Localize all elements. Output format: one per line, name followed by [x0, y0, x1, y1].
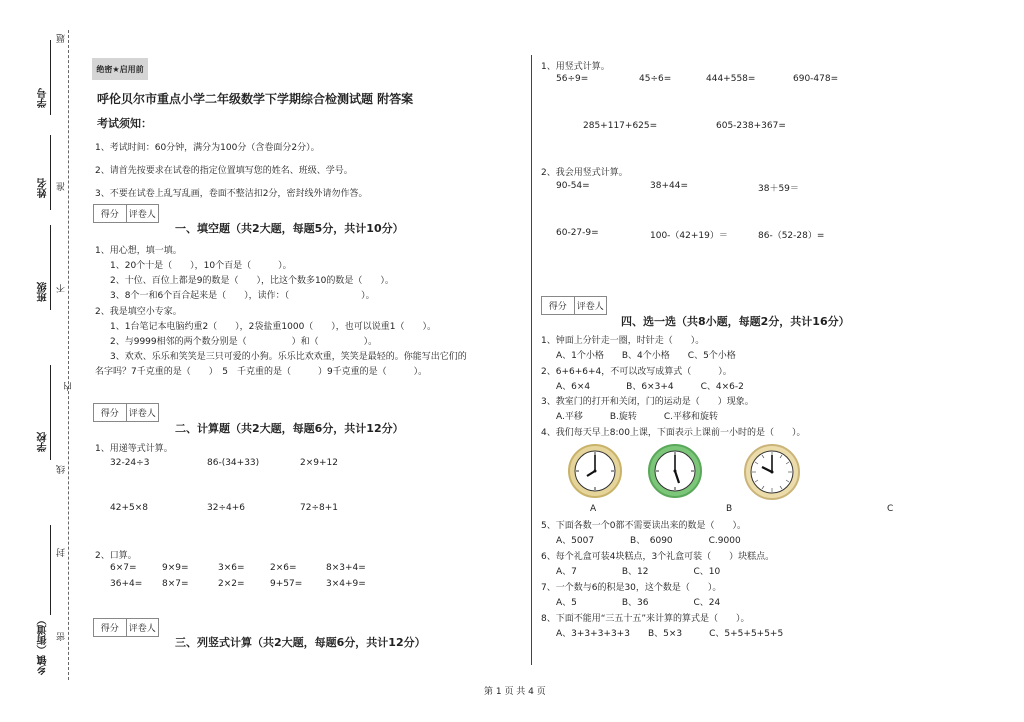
score-box [93, 403, 159, 422]
grader-label: 评卷人 [126, 619, 159, 636]
option-line: A、7 B、12 C、10 [556, 567, 721, 577]
expr: 100-（42+19）＝ [650, 231, 728, 241]
expr: 8×3+4= [326, 563, 366, 573]
expr: 444+558= [706, 74, 756, 84]
expr: 605-238+367= [716, 121, 786, 131]
expr: 9+57= [270, 579, 303, 589]
label-xiangzhen: 乡镇（街道） [38, 615, 49, 675]
option-line: A、3+3+3+3+3 B、5×3 C、5+5+5+5+5 [556, 629, 784, 639]
question-line: 3、教室门的打开和关闭，门的运动是（ ）现象。 [541, 397, 754, 407]
binding-line-xingming [50, 135, 51, 210]
page-number: 第 1 页 共 4 页 [484, 687, 546, 697]
expr: 36+4= [110, 579, 143, 589]
expr: 2×2= [218, 579, 245, 589]
question-line: 2、我是填空小专家。 [95, 307, 182, 317]
grader-label: 评卷人 [574, 297, 607, 314]
expr: 690-478= [793, 74, 839, 84]
question-line: 4、我们每天早上8:00上课，下面表示上课前一小时的是（ ）。 [541, 428, 806, 438]
question-line: 1、钟面上分针走一圈，时针走（ ）。 [541, 336, 705, 346]
score-label: 得分 [100, 624, 119, 634]
expr: 45÷6= [639, 74, 672, 84]
question-line: 6、每个礼盒可装4块糕点，3个礼盒可装（ ）块糕点。 [541, 552, 775, 562]
question-line: 2、与9999相邻的两个数分别是（ ）和（ ）。 [110, 337, 378, 347]
section-title: 三、列竖式计算（共2大题，每题6分，共计12分） [175, 636, 426, 649]
seal-mark-xian: 线 [57, 465, 67, 474]
expr: 2×6= [270, 563, 297, 573]
page-title: 呼伦贝尔市重点小学二年级数学下学期综合检测试题 附答案 [97, 92, 414, 106]
question-line: 2、我会用竖式计算。 [541, 168, 628, 178]
seal-mark-bu: 不 [57, 284, 67, 293]
expr: 56÷9= [556, 74, 589, 84]
section-title: 二、计算题（共2大题，每题6分，共计12分） [175, 422, 404, 435]
notice-item: 3、不要在试卷上乱写乱画，卷面不整洁扣2分，密封线外请勿作答。 [95, 189, 368, 199]
seal-mark-feng: 封 [57, 548, 67, 557]
question-line: 2、口算。 [95, 551, 137, 561]
expr: 8×7= [162, 579, 189, 589]
notice-heading: 考试须知： [97, 117, 152, 130]
question-line: 2、6+6+6+4，不可以改写成算式（ ）。 [541, 367, 732, 377]
confidential-badge: 绝密★启用前 [92, 58, 148, 80]
score-label: 得分 [100, 409, 119, 419]
notice-item: 2、请首先按要求在试卷的指定位置填写您的姓名、班级、学号。 [95, 166, 353, 176]
expr: 285+117+625= [583, 121, 658, 131]
expr: 32-24÷3 [110, 458, 150, 468]
seal-mark-ti: 题 [57, 34, 67, 43]
question-line: 2、十位、百位上都是9的数是（ ），比这个数多10的数是（ ）。 [110, 276, 394, 286]
option-line: A、5007 B、 6090 C.9000 [556, 536, 741, 546]
section-title: 一、填空题（共2大题，每题5分，共计10分） [175, 222, 404, 235]
expr: 38+44= [650, 181, 688, 191]
seal-mark-mi: 密 [57, 632, 67, 641]
label-banji: 班级 [38, 282, 49, 302]
clock-label-b: B [726, 504, 733, 514]
expr: 32÷4+6 [207, 503, 245, 513]
column-divider [531, 55, 532, 665]
question-line: 1、20个十是（ ），10个百是（ ）。 [110, 261, 292, 271]
expr: 3×6= [218, 563, 245, 573]
expr: 9×9= [162, 563, 189, 573]
score-label: 得分 [100, 210, 119, 220]
expr: 3×4+9= [326, 579, 366, 589]
clock-b-image [647, 443, 703, 499]
expr: 2×9+12 [300, 458, 338, 468]
label-xuexiao: 学校 [38, 432, 49, 452]
score-box [541, 296, 607, 315]
option-line: A、5 B、36 C、24 [556, 598, 721, 608]
score-label: 得分 [548, 302, 567, 312]
expr: 60-27-9= [556, 228, 599, 238]
label-xuehao: 学号 [38, 88, 49, 108]
seal-mark-nei: 内 [64, 382, 74, 391]
expr: 6×7= [110, 563, 137, 573]
expr: 90-54= [556, 181, 590, 191]
label-xingming: 姓名 [38, 178, 49, 198]
score-box [93, 204, 159, 223]
grader-label: 评卷人 [126, 205, 159, 222]
question-line: 3、8个一和6个百合起来是（ ），读作：（ ）。 [110, 291, 375, 301]
question-line: 1、用心想，填一填。 [95, 246, 182, 256]
notice-item: 1、考试时间：60分钟，满分为100分（含卷面分2分）。 [95, 143, 320, 153]
clock-a-image [567, 443, 623, 499]
seal-mark-zhun: 准 [57, 182, 67, 191]
clock-label-a: A [590, 504, 597, 514]
clock-label-c: C [887, 504, 894, 514]
binding-line-xiangzhen [50, 525, 51, 615]
clock-c-image [743, 443, 801, 501]
option-line: A、6×4 B、6×3+4 C、4×6-2 [556, 382, 744, 392]
expr: 42+5×8 [110, 503, 148, 513]
question-line: 7、一个数与6的积是30，这个数是（ ）。 [541, 583, 722, 593]
question-line: 1、用递等式计算。 [95, 444, 173, 454]
question-line: 5、下面各数一个0都不需要读出来的数是（ ）。 [541, 521, 746, 531]
seal-line [68, 30, 69, 680]
score-box [93, 618, 159, 637]
question-line: 1、用竖式计算。 [541, 62, 610, 72]
question-line: 3、欢欢、乐乐和笑笑是三只可爱的小狗。乐乐比欢欢重，笑笑是最轻的。你能写出它们的 [110, 352, 467, 362]
expr: 86-(34+33) [207, 458, 260, 468]
question-line: 8、下面不能用“三五十五”来计算的算式是（ ）。 [541, 614, 750, 624]
expr: 86-（52-28）= [758, 231, 825, 241]
question-line: 1、1台笔记本电脑约重2（ ），2袋盐重1000（ ），也可以说重1（ ）。 [110, 322, 437, 332]
expr: 72÷8+1 [300, 503, 338, 513]
question-line: 名字吗？7千克重的是（ ） 5 千克重的是（ ）9千克重的是（ ）。 [95, 367, 428, 377]
section-title: 四、选一选（共8小题，每题2分，共计16分） [621, 315, 850, 328]
expr: 38＋59＝ [758, 184, 799, 194]
option-line: A.平移 B.旋转 C.平移和旋转 [556, 412, 719, 422]
option-line: A、1个小格 B、4个小格 C、5个小格 [556, 351, 736, 361]
grader-label: 评卷人 [126, 404, 159, 421]
